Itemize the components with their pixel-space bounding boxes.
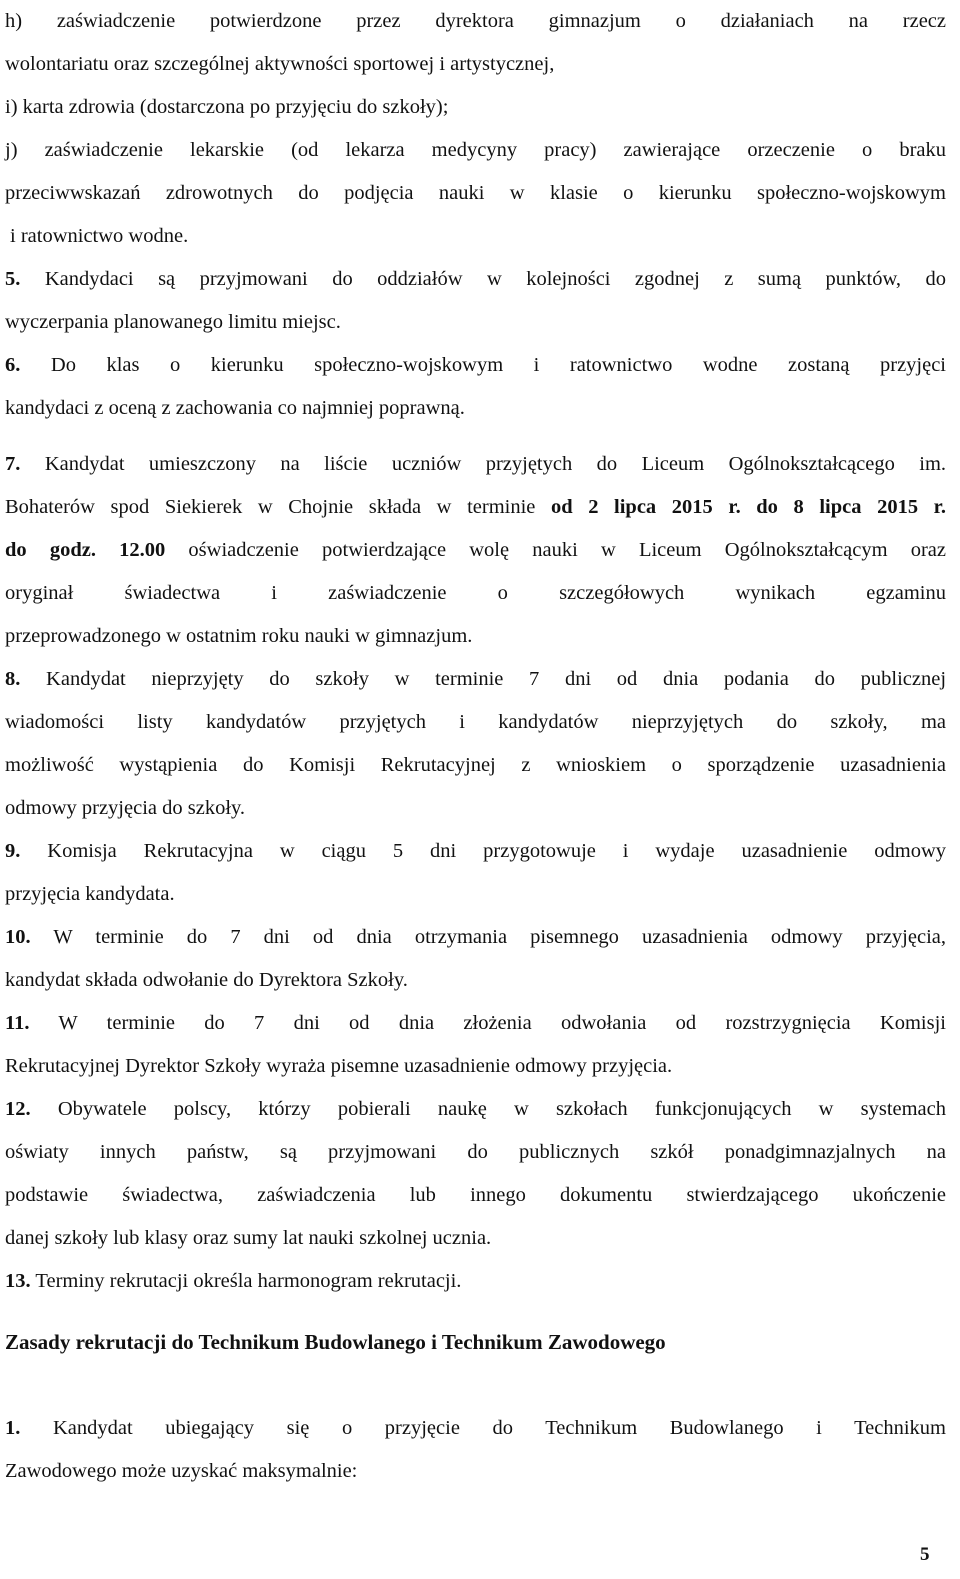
text-line [5,443,946,486]
paragraph-h [5,0,946,86]
text-line: wiadomości listy kandydatów przyjętych i kandydatów nieprzyjętych do szkoły, ma [5,711,946,733]
text-line [5,344,946,387]
text-line: możliwość wystąpienia do Komisji Rekrutacyjnej z wnioskiem o sporządzenie uzasadnienia [5,754,946,776]
paragraph-11 [5,1002,946,1088]
item-text: Kandydat umieszczony na liście uczniów przyjętych do Liceum Ogólnokształcącego im. [44,453,947,475]
text-line [5,916,946,959]
text-line: oryginał świadectwa i zaświadczenie o szczegółowych wynikach egzaminu [5,582,946,604]
paragraph-8 [5,658,946,830]
text-line: przeprowadzonego w ostatnim roku nauki w gimnazjum. [5,625,473,647]
paragraph-10 [5,916,946,1002]
text-line: i) karta zdrowia (dostarczona po przyjęciu do szkoły); [5,96,449,118]
section2-paragraph-1 [5,1407,946,1493]
text-line [5,258,946,301]
text-line [5,1002,946,1045]
text-line [5,529,946,572]
text-line [5,1407,946,1450]
item-number: 6. [5,354,21,376]
item-number: 8. [5,668,21,690]
item-text: Kandydat nieprzyjęty do szkoły w terminie 7 dni od dnia podania do publicznej [46,668,947,690]
item-text: Obywatele polscy, którzy pobierali naukę w szkołach funkcjonujących w systemach [57,1098,947,1120]
page-number: 5 [920,1544,930,1565]
text-line: przyjęcia kandydata. [5,883,175,905]
item-text: Bohaterów spod Siekierek w Chojnie składa w terminie [5,496,551,518]
item-text: W terminie do 7 dni od dnia otrzymania pisemnego uzasadnienia odmowy przyjęcia, [53,926,946,948]
text-line: kandydaci z oceną z zachowania co najmniej poprawną. [5,397,465,419]
text-line: wolontariatu oraz szczególnej aktywności sportowej i artystycznej, [5,53,555,75]
text-line: h) zaświadczenie potwierdzone przez dyrektora gimnazjum o działaniach na rzecz [5,10,946,32]
text-line: przeciwwskazań zdrowotnych do podjęcia nauki w klasie o kierunku społeczno-wojskowym [5,182,946,204]
paragraph-i [5,86,946,129]
item-number: 10. [5,926,31,948]
text-line: wyczerpania planowanego limitu miejsc. [5,311,341,333]
item-number: 11. [5,1012,30,1034]
text-line: i ratownictwo wodne. [10,225,189,247]
text-line [5,486,946,529]
text-line: oświaty innych państw, są przyjmowani do publicznych szkół ponadgimnazjalnych na [5,1141,946,1163]
item-number: 1. [5,1417,21,1439]
section-heading: Zasady rekrutacji do Technikum Budowlanego i Technikum Zawodowego [5,1330,666,1354]
text-line [5,1260,946,1303]
item-text: Do klas o kierunku społeczno-wojskowym i ratownictwo wodne zostaną przyjęci [50,354,947,376]
paragraph-9 [5,830,946,916]
text-line: podstawie świadectwa, zaświadczenia lub innego dokumentu stwierdzającego ukończenie [5,1184,946,1206]
item-text: Kandydaci są przyjmowani do oddziałów w kolejności zgodnej z sumą punktów, do [44,268,947,290]
paragraph-13 [5,1260,946,1303]
item-number: 5. [5,268,21,290]
deadline-dates: od 2 lipca 2015 r. do 8 lipca 2015 r. [550,496,946,518]
text-line: danej szkoły lub klasy oraz sumy lat nauki szkolnej ucznia. [5,1227,492,1249]
text-line [5,830,946,873]
text-line: j) zaświadczenie lekarskie (od lekarza medycyny pracy) zawierające orzeczenie o braku [5,139,946,161]
item-number: 12. [5,1098,31,1120]
text-line: Rekrutacyjnej Dyrektor Szkoły wyraża pisemne uzasadnienie odmowy przyjęcia. [5,1055,673,1077]
deadline-hour: do godz. 12.00 [5,539,166,561]
item-number: 9. [5,840,21,862]
item-text: Komisja Rekrutacyjna w ciągu 5 dni przygotowuje i wydaje uzasadnienie odmowy [47,840,947,862]
item-text: oświadczenie potwierdzające wolę nauki w Liceum Ogólnokształcącym oraz [165,539,946,561]
text-line [5,1088,946,1131]
item-text: W terminie do 7 dni od dnia złożenia odwołania od rozstrzygnięcia Komisji [58,1012,946,1034]
paragraph-7 [5,443,946,658]
paragraph-j [5,129,946,258]
item-number: 13. [5,1270,31,1292]
item-number: 7. [5,453,21,475]
text-line [5,658,946,701]
item-text: Terminy rekrutacji określa harmonogram rekrutacji. [35,1270,462,1292]
paragraph-6 [5,344,946,430]
text-line: odmowy przyjęcia do szkoły. [5,797,246,819]
paragraph-5 [5,258,946,344]
document-body [5,0,946,1303]
text-line: Zawodowego może uzyskać maksymalnie: [5,1460,358,1482]
text-line: kandydat składa odwołanie do Dyrektora Szkoły. [5,969,408,991]
item-text: Kandydat ubiegający się o przyjęcie do Technikum Budowlanego i Technikum [52,1417,947,1439]
paragraph-12 [5,1088,946,1260]
